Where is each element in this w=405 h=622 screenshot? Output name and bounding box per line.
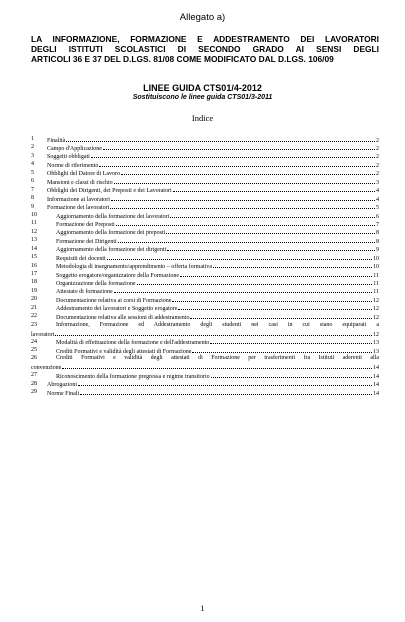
toc-entry-page: 2 [376,171,379,178]
toc-entry-number: 8 [31,195,34,202]
toc-entry-number: 11 [31,220,37,227]
toc-entry-number: 3 [31,152,34,159]
toc-entry-page: 12 [373,306,379,313]
toc-entry-label: Finalità [47,137,66,144]
toc-entry[interactable] [31,143,379,151]
toc-dot-leader [107,253,372,260]
toc-entry-page: 5 [376,205,379,212]
toc-entry[interactable] [31,278,379,286]
replaces-note: Sostituiscono le linee guida CTS01/3-2011 [132,94,273,101]
toc-entry-page: 14 [373,390,379,397]
toc-entry-page: 2 [376,162,379,169]
toc-dot-leader [55,329,372,336]
toc-entry[interactable] [31,380,379,388]
toc-dot-leader [192,346,372,353]
toc-entry[interactable] [31,253,379,261]
toc-entry-page: 6 [376,213,379,220]
toc-entry-page: 11 [373,281,379,288]
toc-entry-number: 17 [31,271,37,277]
toc-entry-page: 11 [373,289,379,296]
toc-entry-number: 2 [31,144,34,151]
toc-entry-label: Formazione dei Preposti [56,221,115,228]
toc-entry-number: 19 [31,287,37,294]
toc-entry[interactable] [31,312,379,320]
toc-entry-number: 21 [31,304,37,311]
toc-entry-page: 3 [376,179,379,186]
toc-entry-label: Formazione dei lavoratori [47,205,110,212]
toc-dot-leader [80,388,372,395]
toc-entry[interactable] [31,135,379,143]
toc-entry[interactable] [31,338,379,346]
toc-entry-number: 24 [31,338,37,345]
toc-entry-label: Addestramento dei lavoratori e Soggetto erogatore [56,306,178,313]
toc-dot-leader [213,262,372,269]
toc-dot-leader [180,270,372,277]
toc-entry-number: 14 [31,245,37,252]
toc-entry-label: Attestato di formazione [56,289,113,296]
toc-entry-label: Abrogazioni [47,382,77,389]
toc-entry[interactable] [31,219,379,227]
toc-entry-page: 13 [373,340,379,347]
annex-label: Allegato a) [179,12,226,23]
toc-entry-number: 25 [31,346,37,353]
toc-entry[interactable] [31,371,379,379]
toc-entry[interactable] [31,354,379,371]
toc-entry-number: 4 [31,161,34,168]
toc-entry-page: 12 [373,331,379,338]
toc-entry-number: 26 [31,355,37,362]
toc-entry-label-continued: lavoratori [31,331,55,338]
toc-entry-label-continued: convenzione [31,365,62,372]
toc-entry-body [47,388,379,398]
toc-entry-number: 27 [31,372,37,379]
toc-dot-leader [166,228,375,235]
toc-entry-number: 23 [31,321,37,328]
toc-entry-label: Modalità di effettuazione della formazione e dell'addestramento [56,340,210,347]
toc-dot-leader [173,186,375,193]
toc-entry-label: Crediti Formativi e validità degli attestati di Formazione per trasferimenti fra Istituti aderenti alla [56,355,379,362]
table-of-contents [31,135,379,397]
toc-entry-label: Riconoscimento della formazione pregressa e regime transitorio [56,373,210,380]
toc-entry-label: Informazione, Formazione ed Addestramento degli studenti nei casi in cui siano equiparati a [56,321,379,328]
toc-dot-leader [172,295,372,302]
toc-entry-label: Aggiornamento della formazione dei lavoratori [56,213,170,220]
toc-entry[interactable] [31,388,379,396]
toc-entry-page: 9 [376,247,379,254]
toc-entry[interactable] [31,262,379,270]
document-title [31,34,379,64]
toc-entry-label: Crediti Formativi e validità degli attestati di Formazione [56,348,192,355]
toc-entry-page: 10 [373,264,379,271]
toc-entry-page: 8 [376,230,379,237]
toc-entry-label: Campo d'Applicazione [47,146,102,153]
toc-entry-label: Mansioni e classi di rischio [47,179,113,186]
toc-entry-number: 22 [31,313,37,320]
toc-entry[interactable] [31,203,379,211]
toc-entry-number: 15 [31,254,37,261]
toc-dot-leader [137,278,373,285]
toc-dot-leader [167,245,375,252]
toc-entry[interactable] [31,177,379,185]
toc-entry[interactable] [31,287,379,295]
toc-entry[interactable] [31,245,379,253]
toc-dot-leader [66,135,375,142]
toc-entry-label: Norme Finali [47,390,80,397]
toc-entry[interactable] [31,186,379,194]
toc-entry[interactable] [31,169,379,177]
toc-dot-leader [111,194,375,201]
title-line-3: ARTICOLI 36 E 37 DEL D.LGS. 81/08 COME MODIFICATO DAL D.LGS. 106/09 [31,54,334,64]
toc-entry-label: Requisiti dei docenti [56,255,106,262]
toc-dot-leader [170,211,375,218]
toc-entry-label: Formazione dei Dirigenti [56,238,117,245]
toc-entry-number: 7 [31,186,34,193]
toc-entry-page: 8 [376,238,379,245]
toc-entry-page: 2 [376,146,379,153]
toc-dot-leader [210,338,372,345]
guideline-subtitle: LINEE GUIDA CTS01/4-2012 [143,83,262,93]
toc-entry[interactable] [31,211,379,219]
toc-entry-page: 14 [373,373,379,380]
toc-dot-leader [114,177,375,184]
toc-entry-label: Metodologia di insegnamento/apprendimento – offerta formativa [56,264,213,271]
toc-entry-number: 1 [31,136,34,142]
toc-entry-page: 13 [373,348,379,355]
toc-entry-page: 14 [373,382,379,389]
toc-entry-number: 10 [31,211,37,218]
title-line-2: DEGLI ISTITUTI SCOLASTICI DI SECONDO GRADO AI SENSI DEGLI [31,44,379,54]
toc-dot-leader [211,371,372,378]
toc-entry-label: Documentazione relativa alle sessioni di addestramento [56,314,190,321]
toc-entry-label: Organizzazione della formazione [56,281,136,288]
toc-entry-number: 18 [31,279,37,286]
toc-entry[interactable] [31,295,379,303]
toc-entry-number: 5 [31,169,34,176]
toc-entry[interactable] [31,346,379,354]
toc-entry-label: Obblighi dei Dirigenti, dei Preposti e dei Lavoratori [47,188,172,195]
toc-entry-number: 16 [31,262,37,269]
toc-entry-page: 12 [373,297,379,304]
toc-entry[interactable] [31,152,379,160]
toc-entry-label: Aggiornamento della formazione dei dirigenti [56,247,167,254]
toc-entry-page: 4 [376,196,379,203]
toc-entry-label: Informazione ai lavoratori [47,196,110,203]
toc-entry-number: 29 [31,389,37,396]
toc-dot-leader [99,160,375,167]
toc-entry[interactable] [31,321,379,338]
index-heading: Indice [191,113,214,123]
toc-entry[interactable] [31,160,379,168]
title-line-1: LA INFORMAZIONE, FORMAZIONE E ADDESTRAMENTO DEI LAVORATORI [31,34,379,44]
toc-entry-number: 13 [31,237,37,244]
toc-entry-label: Norme di riferimento [47,162,99,169]
toc-entry[interactable] [31,236,379,244]
toc-entry-label: Aggiornamento della formazione dei preposti [56,230,166,237]
toc-entry-number: 9 [31,203,34,210]
toc-dot-leader [103,143,375,150]
toc-entry-label: Soggetto erogatore/organizzatore della Formazione [56,272,180,279]
toc-entry-label: Obblighi del Datore di Lavoro [47,171,120,178]
toc-entry-page: 7 [376,221,379,228]
toc-entry-page: 11 [373,272,379,279]
toc-dot-leader [114,287,373,294]
toc-entry-page: 12 [373,314,379,321]
toc-entry[interactable] [31,228,379,236]
toc-entry-label: Soggetti obbligati [47,154,90,161]
toc-dot-leader [178,304,372,311]
toc-entry[interactable] [31,304,379,312]
toc-dot-leader [118,236,375,243]
toc-entry-page: 14 [373,365,379,372]
toc-entry-page: 10 [373,255,379,262]
toc-dot-leader [190,312,372,319]
toc-entry-number: 28 [31,380,37,387]
toc-entry-page: 2 [376,137,379,144]
toc-entry-page: 4 [376,188,379,195]
toc-dot-leader [110,203,375,210]
toc-entry-page: 2 [376,154,379,161]
toc-dot-leader [91,152,375,159]
toc-dot-leader [121,169,375,176]
toc-dot-leader [62,363,372,370]
toc-entry-number: 12 [31,228,37,235]
toc-entry-number: 20 [31,296,37,303]
toc-dot-leader [78,380,372,387]
page-number: 1 [200,603,205,613]
toc-dot-leader [116,219,375,226]
toc-entry[interactable] [31,270,379,278]
toc-entry-label: Documentazione relativa ai corsi di Formazione [56,297,172,304]
toc-entry-number: 6 [31,178,34,185]
toc-entry[interactable] [31,194,379,202]
